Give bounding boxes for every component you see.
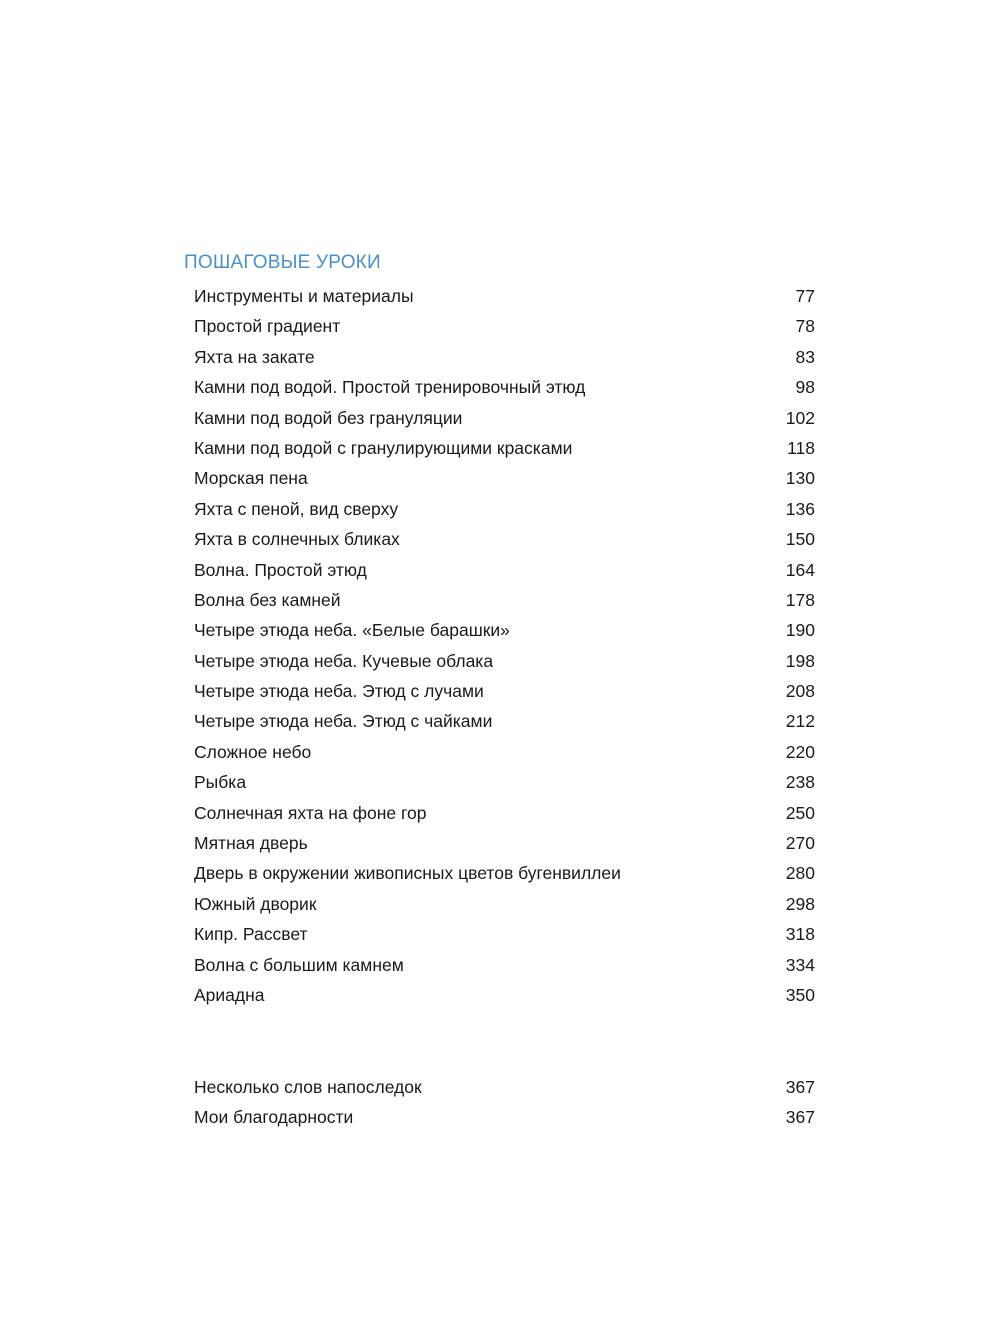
toc-entry[interactable] — [194, 1072, 815, 1102]
toc-entry-title: Волна без камней — [194, 589, 341, 610]
toc-entry[interactable] — [194, 524, 815, 554]
toc-entry-title: Яхта в солнечных бликах — [194, 529, 400, 550]
toc-entry-title: Четыре этюда неба. Кучевые облака — [194, 650, 494, 671]
toc-list — [194, 281, 815, 1010]
toc-entry-page: 208 — [785, 681, 815, 702]
toc-entry-page: 198 — [785, 650, 815, 671]
toc-entry[interactable] — [194, 919, 815, 949]
toc-entry-title: Яхта с пеной, вид сверху — [194, 498, 399, 519]
section-title: ПОШАГОВЫЕ УРОКИ — [184, 252, 381, 273]
toc-entry[interactable] — [194, 706, 815, 736]
toc-entry[interactable] — [194, 858, 815, 888]
toc-entry[interactable] — [194, 615, 815, 645]
toc-entry-page: 98 — [795, 377, 815, 398]
toc-entry-page: 220 — [785, 741, 815, 762]
toc-entry-title: Камни под водой без грануляции — [194, 407, 463, 428]
toc-entry[interactable] — [194, 372, 815, 402]
toc-entry[interactable] — [194, 889, 815, 919]
toc-entry-page: 178 — [785, 589, 815, 610]
toc-entry-title: Морская пена — [194, 468, 308, 489]
toc-entry[interactable] — [194, 950, 815, 980]
toc-entry[interactable] — [194, 798, 815, 828]
toc-entry-title: Сложное небо — [194, 741, 312, 762]
toc-entry-page: 190 — [785, 620, 815, 641]
toc-entry-page: 270 — [785, 833, 815, 854]
toc-entry-title: Четыре этюда неба. Этюд с лучами — [194, 681, 484, 702]
closing-toc-list — [194, 1072, 815, 1133]
toc-entry-page: 130 — [785, 468, 815, 489]
toc-entry-page: 280 — [785, 863, 815, 884]
toc-entry-title: Четыре этюда неба. Этюд с чайками — [194, 711, 493, 732]
toc-entry-title: Простой градиент — [194, 316, 341, 337]
toc-entry-title: Четыре этюда неба. «Белые барашки» — [194, 620, 510, 641]
toc-entry-page: 164 — [785, 559, 815, 580]
toc-entry[interactable] — [194, 980, 815, 1010]
toc-entry-title: Ариадна — [194, 984, 265, 1005]
toc-entry-page: 298 — [785, 893, 815, 914]
toc-entry[interactable] — [194, 342, 815, 372]
toc-entry[interactable] — [194, 281, 815, 311]
toc-entry-page: 334 — [785, 954, 815, 975]
toc-entry-page: 367 — [785, 1107, 815, 1128]
toc-entry-page: 78 — [795, 316, 815, 337]
toc-entry-title: Инструменты и материалы — [194, 286, 414, 306]
toc-entry[interactable] — [194, 403, 815, 433]
toc-entry-page: 83 — [795, 346, 815, 367]
toc-entry[interactable] — [194, 646, 815, 676]
toc-entry-title: Камни под водой. Простой тренировочный этюд — [194, 377, 586, 398]
toc-entry-page: 77 — [795, 286, 815, 306]
toc-entry-page: 238 — [785, 772, 815, 793]
toc-entry-title: Яхта на закате — [194, 346, 315, 367]
toc-entry-page: 318 — [785, 924, 815, 945]
toc-entry-title: Волна. Простой этюд — [194, 559, 367, 580]
toc-entry-page: 136 — [785, 498, 815, 519]
toc-entry[interactable] — [194, 433, 815, 463]
toc-entry-title: Мои благодарности — [194, 1107, 354, 1128]
toc-entry[interactable] — [194, 311, 815, 341]
toc-entry[interactable] — [194, 767, 815, 797]
toc-entry-title: Южный дворик — [194, 893, 317, 914]
toc-entry-title: Солнечная яхта на фоне гор — [194, 802, 427, 823]
toc-entry-page: 367 — [785, 1077, 815, 1097]
toc-entry-title: Волна с большим камнем — [194, 954, 404, 975]
toc-entry-title: Несколько слов напоследок — [194, 1077, 422, 1097]
toc-entry-page: 350 — [785, 984, 815, 1005]
toc-entry[interactable] — [194, 555, 815, 585]
toc-entry[interactable] — [194, 494, 815, 524]
toc-entry-title: Рыбка — [194, 772, 247, 793]
toc-entry[interactable] — [194, 1102, 815, 1132]
toc-entry-page: 118 — [787, 437, 815, 458]
toc-entry[interactable] — [194, 585, 815, 615]
toc-entry[interactable] — [194, 463, 815, 493]
toc-entry-page: 212 — [785, 711, 815, 732]
toc-entry[interactable] — [194, 737, 815, 767]
toc-entry-page: 150 — [785, 529, 815, 550]
toc-entry-page: 250 — [785, 802, 815, 823]
toc-entry-title: Дверь в окружении живописных цветов бугенвиллеи — [194, 863, 621, 884]
toc-entry[interactable] — [194, 676, 815, 706]
toc-entry-title: Мятная дверь — [194, 833, 308, 854]
toc-entry[interactable] — [194, 828, 815, 858]
toc-entry-page: 102 — [785, 407, 815, 428]
toc-entry-title: Кипр. Рассвет — [194, 924, 308, 945]
toc-entry-title: Камни под водой с гранулирующими красками — [194, 437, 573, 458]
